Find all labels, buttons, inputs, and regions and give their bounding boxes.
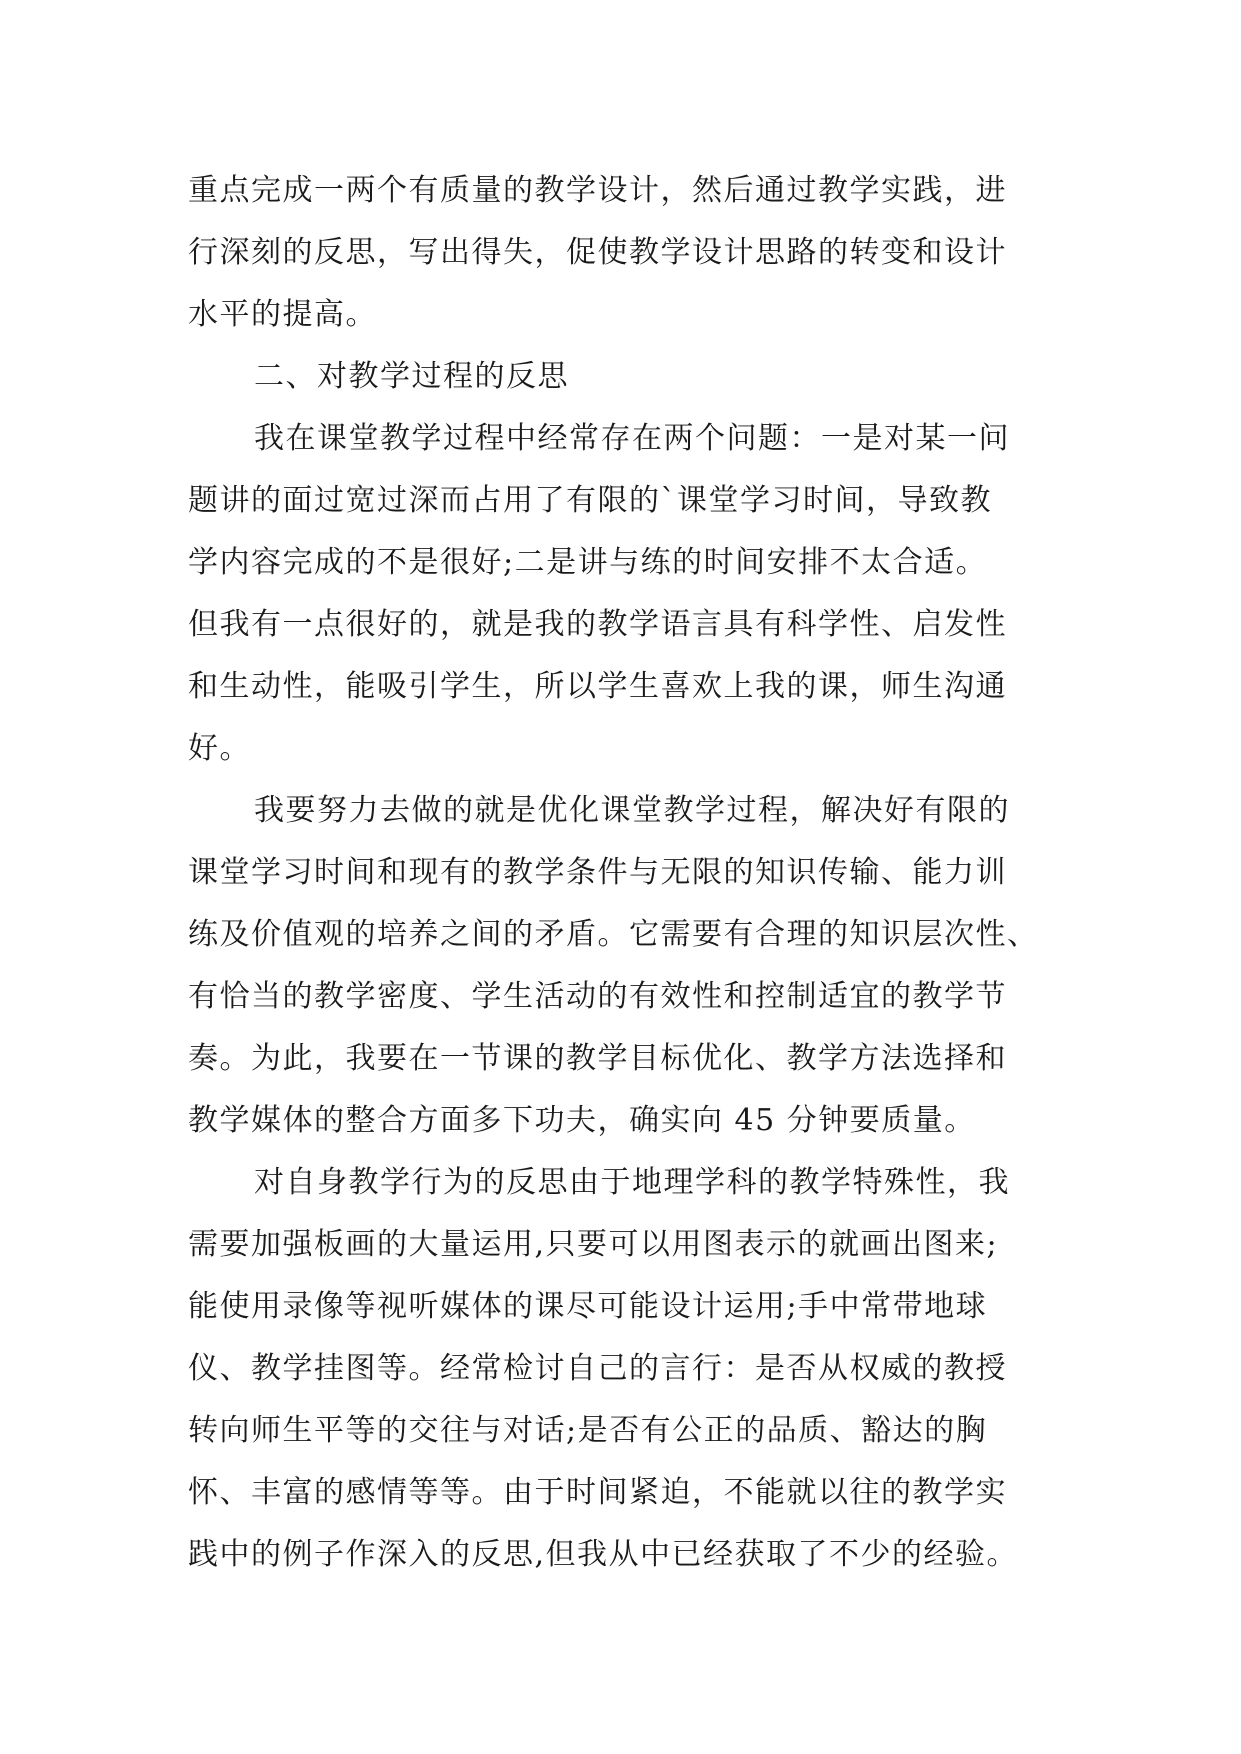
- text-line: 对自身教学行为的反思由于地理学科的教学特殊性，我: [254, 1165, 1010, 1200]
- text-line: 奏。为此，我要在一节课的教学目标优化、教学方法选择和: [188, 1041, 1007, 1076]
- text-line: 重点完成一两个有质量的教学设计，然后通过教学实践，进: [188, 173, 1007, 208]
- text-line: 好。: [188, 731, 251, 766]
- text-line: 能使用录像等视听媒体的课尽可能设计运用;手中常带地球: [188, 1289, 988, 1324]
- text-line: 我在课堂教学过程中经常存在两个问题：一是对某一问: [254, 421, 1010, 456]
- text-line: 践中的例子作深入的反思,但我从中已经获取了不少的经验。: [188, 1537, 1019, 1572]
- text-line: 需要加强板画的大量运用,只要可以用图表示的就画出图来;: [188, 1227, 999, 1262]
- text-line: 我要努力去做的就是优化课堂教学过程，解决好有限的: [254, 793, 1010, 828]
- text-line: 练及价值观的培养之间的矛盾。它需要有合理的知识层次性、: [188, 917, 1039, 952]
- text-line: 行深刻的反思，写出得失，促使教学设计思路的转变和设计: [188, 235, 1007, 270]
- text-line: 课堂学习时间和现有的教学条件与无限的知识传输、能力训: [188, 855, 1007, 890]
- text-line: 水平的提高。: [188, 297, 377, 332]
- text-line: 有恰当的教学密度、学生活动的有效性和控制适宜的教学节: [188, 979, 1007, 1014]
- text-line: 学内容完成的不是很好;二是讲与练的时间安排不太合适。: [188, 545, 988, 580]
- text-line: 题讲的面过宽过深而占用了有限的`课堂学习时间，导致教: [188, 483, 992, 518]
- text-line: 怀、丰富的感情等等。由于时间紧迫，不能就以往的教学实: [188, 1475, 1007, 1510]
- document-body: [188, 160, 1053, 1586]
- text-line: 教学媒体的整合方面多下功夫，确实向 45 分钟要质量。: [188, 1103, 976, 1138]
- text-line: 和生动性，能吸引学生，所以学生喜欢上我的课，师生沟通: [188, 669, 1007, 704]
- text-line: 转向师生平等的交往与对话;是否有公正的品质、豁达的胸: [188, 1413, 988, 1448]
- section-heading: 二、对教学过程的反思: [254, 359, 569, 394]
- text-line: 仪、教学挂图等。经常检讨自己的言行：是否从权威的教授: [188, 1351, 1007, 1386]
- text-line: 但我有一点很好的，就是我的教学语言具有科学性、启发性: [188, 607, 1007, 642]
